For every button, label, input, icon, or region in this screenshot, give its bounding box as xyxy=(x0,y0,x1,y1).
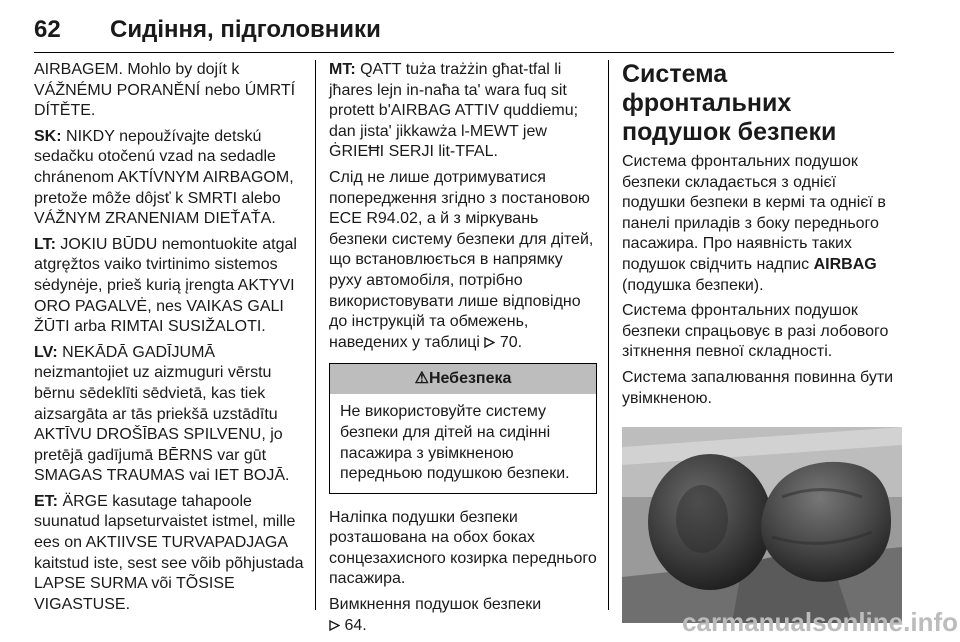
section-title: Система фронтальних подушок безпеки xyxy=(622,60,837,146)
paragraph-deactivation-ref: Вимкнення подушок безпеки 64. xyxy=(329,596,542,634)
lang-label-et: ET: xyxy=(34,492,58,510)
column-divider xyxy=(315,60,316,610)
paragraph-system-description: Система фронтальних подушок безпеки складається з однієї подушки безпеки в кермі та однієї в панелі приладів з боку переднього пасажира. Про наявність таких подушок свідчить надпис AIRBAG (подушка безпеки). xyxy=(622,153,886,294)
watermark: carmanualsonline.info xyxy=(682,607,958,637)
lang-label-lt: LT: xyxy=(34,235,56,253)
danger-warning-title: Небезпека xyxy=(428,370,512,388)
airbag-label: AIRBAG xyxy=(813,255,877,273)
paragraph-ece-note: Слід не лише дотримуватися попередження згідно з постановою ECE R94.02, а й з міркувань безпеки систему безпеки для дітей, що встановлюється в напрямку руху автомобіля, потрібно використовувати лише відповідно до інструкцій та обмежень, наведених у таблиці 70. xyxy=(329,168,594,351)
column-divider xyxy=(608,60,609,610)
column-3 xyxy=(622,60,902,623)
page-ref-64[interactable]: 64. xyxy=(340,616,367,634)
paragraph-label-location: Наліпка подушки безпеки розташована на обох боках сонцезахисного козирка переднього пасажира. xyxy=(329,508,597,588)
danger-warning-box xyxy=(329,363,597,493)
paragraph-lv: LV: NEKĀDĀ GADĪJUMĀ neizmantojiet uz aizmuguri vērstu bērnu sēdeklīti sēdvietā, kas tiek aizsargāta ar tās priekšā uzstādītu AKTĪVU DROŠĪBAS SPILVENU, jo pretējā gadījumā BĒRNS var gūt SMAGAS TRAUMAS vai IET BOJĀ. xyxy=(34,343,290,485)
page-ref-70[interactable]: 70. xyxy=(495,333,523,351)
paragraph-mt: MT: QATT tuża trażżin għat-tfal li jħares lejn in-naħa ta' wara fuq sit protett b'AIRBAG ATTIV quddiemu; dan jista' jikkawża l-MEWT jew ĠRIEĦI SERJI lit-TFAL. xyxy=(329,61,579,161)
paragraph-sk: SK: NIKDY nepoužívajte detskú sedačku otočenú vzad na sedadle chránenom AKTÍVNYM AIRBAGOM, pretože môže dôjsť k SMRTI alebo VÁŽNYM ZRANENIAM DIEŤAŤA. xyxy=(34,127,294,228)
paragraph-et: ET: ÄRGE kasutage tahapoole suunatud lapseturvaistet istmel, mille ees on AKTIIVSE TURVAPADJAGA kaitstud iste, sest see võib põhjustada LAPSE SURMA või TÕSISE VIGASTUSE. xyxy=(34,492,304,613)
page-header xyxy=(0,0,960,50)
lang-label-sk: SK: xyxy=(34,127,62,145)
airbag-deployment-photo xyxy=(622,427,902,623)
danger-warning-text: Не використовуйте систему безпеки для дітей на сидінні пасажира з увімкненою передньою подушкою безпеки. xyxy=(340,403,570,483)
header-rule xyxy=(34,52,894,53)
column-2 xyxy=(329,60,597,641)
column-1 xyxy=(34,60,304,620)
paragraph-lt: LT: JOKIU BŪDU nemontuokite atgal atgręžtos vaiko tvirtinimo sistemos sėdynėje, prieš kurią įrengta AKTYVI ORO PAGALVĖ, nes VAIKAS GALI ŽŪTI arba RIMTAI SUSIŽALOTI. xyxy=(34,235,297,336)
page-number: 62 xyxy=(34,16,61,43)
lang-label-mt: MT: xyxy=(329,61,356,78)
danger-warning-header xyxy=(330,364,596,394)
warning-triangle-icon: ⚠ xyxy=(414,370,429,388)
page-ref-arrow-icon xyxy=(484,337,495,348)
paragraph-activation: Система фронтальних подушок безпеки спрацьовує в разі лобового зіткнення певної складності. xyxy=(622,302,889,361)
lang-label-lv: LV: xyxy=(34,343,58,361)
paragraph-cz: AIRBAGEM. Mohlo by dojít k VÁŽNÉMU PORANĚNÍ nebo ÚMRTÍ DÍTĚTE. xyxy=(34,61,296,120)
page-title: Сидіння, підголовники xyxy=(110,16,381,43)
page-ref-arrow-icon xyxy=(329,620,340,631)
paragraph-ignition: Система запалювання повинна бути увімкненою. xyxy=(622,368,894,407)
